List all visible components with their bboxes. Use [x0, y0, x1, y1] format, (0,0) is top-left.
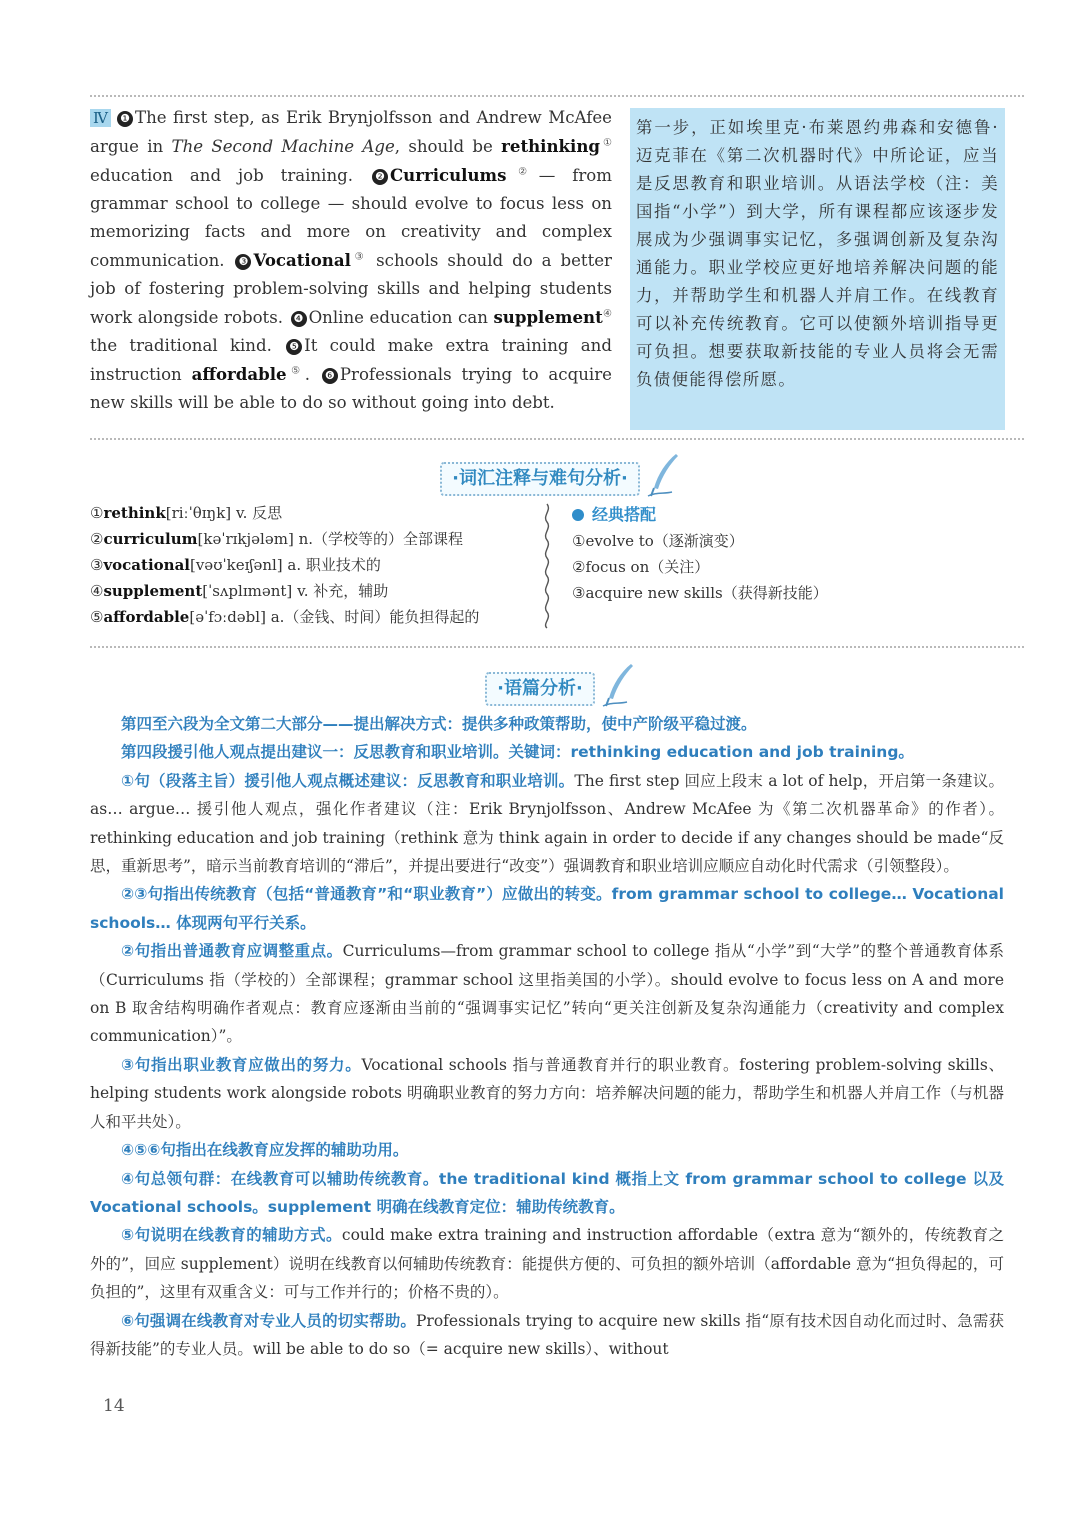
vocab-definition: a.（金钱、时间）能负担得起的: [270, 608, 480, 626]
vocab-number: ⑤: [90, 608, 104, 626]
collocation-item: ①evolve to（逐渐演变）: [572, 532, 744, 550]
analysis-banner-title: ·语篇分析·: [497, 678, 583, 699]
vocab-number: ②: [90, 530, 104, 548]
passage-text: education and job training.: [90, 166, 370, 185]
vocab-definition: v. 反思: [235, 504, 283, 522]
vocab-definition: n.（学校等的）全部课程: [298, 530, 464, 548]
keyword-curriculums: Curriculums: [389, 165, 507, 185]
footnote-mark: ③: [350, 251, 368, 263]
sentence-number-4: ❹: [291, 311, 307, 327]
vocab-definition: a. 职业技术的: [287, 556, 381, 574]
vocab-section-header: [0, 462, 1080, 502]
bullet-dot-icon: [572, 509, 584, 521]
vocab-number: ③: [90, 556, 104, 574]
chinese-translation-box: [630, 108, 1005, 430]
footnote-mark: ④: [602, 308, 612, 320]
spiral-binding-divider: [540, 502, 554, 630]
passage-text: — from grammar school to college — should evolve to focus less on memorizing facts and more on creativity and complex communication.: [90, 166, 612, 270]
keyword-affordable: affordable: [191, 364, 287, 384]
quill-pen-icon: [644, 452, 684, 498]
keyword-vocational: Vocational: [253, 250, 351, 270]
vocab-number: ①: [90, 504, 104, 522]
vocab-definition: v. 补充，辅助: [297, 582, 389, 600]
page-number: 14: [103, 1396, 125, 1416]
analysis-banner: [485, 672, 595, 706]
collocation-item: ②focus on（关注）: [572, 558, 710, 576]
vocab-word: supplement: [103, 582, 203, 600]
analysis-highlight: ⑤句说明在线教育的辅助方式。: [121, 1226, 342, 1245]
analysis-sentences-4-6: ④⑤⑥句指出在线教育应发挥的辅助功用。: [121, 1141, 409, 1160]
collocations-title: 经典搭配: [592, 505, 657, 524]
book-title: The Second Machine Age: [171, 137, 395, 156]
analysis-text: Vocational schools 指与普通教育并行的职业教育。fostering problem-solving skills、helping students work alongside robots 明确职业教育的努力方向：培养解决问题的能力，帮助学生和机器人并肩工作（与机器人和平共处）。: [90, 1055, 1004, 1131]
vocab-item: [90, 500, 520, 526]
translation-text: 第一步，正如埃里克·布莱恩约弗森和安德鲁·迈克菲在《第二次机器时代》中所论证，应当是反思教育和职业培训。从语法学校（注：美国指“小学”）到大学，所有课程都应该逐步发展成为少强调事实记忆，多强调创新及复杂沟通能力。职业学校应更好地培养解决问题的能力，并帮助学生和机器人并肩工作。在线教育可以补充传统教育。它可以使额外培训指导更可负担。想要获取新技能的专业人员将会无需负债便能得偿所愿。: [636, 118, 999, 389]
analysis-highlight: ⑥句强调在线教育对专业人员的切实帮助。: [121, 1311, 416, 1330]
top-divider: [90, 95, 1024, 97]
vocab-banner-title: ·词汇注释与难句分析·: [452, 468, 628, 489]
collocation-item: ③acquire new skills（获得新技能）: [572, 584, 828, 602]
paragraph-label: Ⅳ: [90, 109, 111, 127]
vocabulary-list: [90, 500, 520, 630]
analysis-text: could make extra training and instruction affordable（extra 意为“额外的，传统教育之外的”，回应 supplement）说明在线教育以何辅助传统教育：能提供方便的、可负担的额外培训（affordable 意为“担负得起的，可负担的”，这里有双重含义：可与工作并行的；价格不贵的）。: [90, 1226, 1004, 1302]
sentence-number-2: ❷: [372, 169, 388, 185]
vocab-item: [90, 578, 520, 604]
vocab-phonetic: [vəʊˈkeɪʃənl]: [189, 556, 283, 574]
discourse-analysis: [90, 710, 1004, 1363]
analysis-highlight: ①句（段落主旨）援引他人观点概述建议：反思教育和职业培训。: [121, 771, 575, 790]
collocations-heading: [572, 502, 992, 528]
passage-text: It could make extra training and instruction: [90, 336, 612, 384]
footnote-mark: ②: [506, 166, 539, 178]
vocab-word: rethink: [103, 504, 166, 522]
keyword-supplement: supplement: [493, 307, 603, 327]
quill-pen-icon: [599, 662, 639, 708]
passage-text: .: [304, 365, 320, 384]
analysis-highlight: ③句指出职业教育应做出的努力。: [121, 1055, 362, 1074]
collocations-box: [572, 502, 992, 606]
footnote-mark: ⑤: [286, 365, 305, 377]
keyword-rethinking: rethinking: [501, 136, 601, 156]
analysis-text: The first step 回应上段末 a lot of help，开启第一条建议。as… argue… 援引他人观点，强化作者建议（注：Erik Brynjolfsson、Andrew McAfee 为《第二次机器革命》的作者）。rethinking education and job training（rethink 意为 think again in order to decide if any changes should be made“反思，重新思考”，暗示当前教育培训的“滞后”，并提出要进行“改变”）强调教育和职业培训应顺应自动化时代需求（引领整段）。: [90, 771, 1004, 876]
analysis-sentence-1: [90, 767, 1004, 881]
sentence-number-6: ❻: [322, 368, 338, 384]
sentence-number-3: ❸: [235, 254, 251, 270]
analysis-text: Professionals trying to acquire new skills 指“原有技术因自动化而过时、急需获得新技能”的专业人员。will be able to do so（= acquire new skills）、without: [90, 1311, 1004, 1358]
passage-text: schools should do a better job of fostering problem-solving skills and helping students work alongside robots.: [90, 251, 612, 327]
vocab-number: ④: [90, 582, 104, 600]
passage-text: , should be: [394, 137, 502, 156]
passage-text: The first step, as Erik Brynjolfsson and Andrew McAfee argue in: [90, 108, 612, 156]
vocab-phonetic: [əˈfɔːdəbl]: [189, 608, 266, 626]
vocab-banner: [440, 462, 640, 496]
analysis-text: Curriculums—from grammar school to college 指从“小学”到“大学”的整个普通教育体系（Curriculums 指（学校的）全部课程；grammar school 这里指美国的小学）。should evolve to focus less on A and more on B 取舍结构明确作者观点：教育应逐渐由当前的“强调事实记忆”转向“更关注创新及复杂沟通能力（creativity and complex communication）”。: [90, 942, 1005, 1046]
vocab-word: vocational: [103, 556, 190, 574]
reading-passage: [90, 104, 612, 417]
passage-text: Online education can: [308, 308, 494, 327]
vocab-item: [90, 552, 520, 578]
analysis-summary: 第四至六段为全文第二大部分——提出解决方式：提供多种政策帮助，使中产阶级平稳过渡。: [121, 715, 757, 733]
vocab-item: [90, 526, 520, 552]
divider: [90, 646, 1024, 648]
analysis-sentence-2: [90, 937, 1004, 1051]
analysis-section-header: [0, 672, 1080, 712]
passage-text: Professionals trying to acquire new skills will be able to do so without going into debt.: [90, 365, 612, 412]
vocab-phonetic: [ˈsʌplɪmənt]: [202, 582, 293, 600]
divider: [90, 438, 1024, 440]
vocab-item: [90, 604, 520, 630]
vocab-word: curriculum: [103, 530, 198, 548]
analysis-highlight: ②句指出普通教育应调整重点。: [121, 942, 343, 961]
footnote-mark: ①: [600, 137, 612, 149]
sentence-number-5: ❺: [286, 339, 302, 355]
passage-text: the traditional kind.: [90, 336, 285, 355]
analysis-sentence-5: [90, 1221, 1004, 1306]
vocab-word: affordable: [103, 608, 190, 626]
analysis-sentence-3: [90, 1051, 1004, 1136]
vocab-phonetic: [riːˈθɪŋk]: [165, 504, 232, 522]
vocab-phonetic: [kəˈrɪkjələm]: [197, 530, 294, 548]
sentence-number-1: ❶: [117, 111, 133, 127]
analysis-paragraph-topic: 第四段援引他人观点提出建议一：反思教育和职业培训。关键词：rethinking education and job training。: [121, 743, 914, 762]
analysis-sentence-6: [90, 1307, 1004, 1364]
analysis-sentence-4: ④句总领句群：在线教育可以辅助传统教育。the traditional kind 概指上文 from grammar school to college 以及 Vocational schools。supplement 明确在线教育定位：辅助传统教育。: [90, 1169, 1004, 1216]
analysis-sentences-2-3: ②③句指出传统教育（包括“普通教育”和“职业教育”）应做出的转变。from grammar school to college… Vocational schools… 体现两句平行关系。: [90, 885, 1004, 932]
